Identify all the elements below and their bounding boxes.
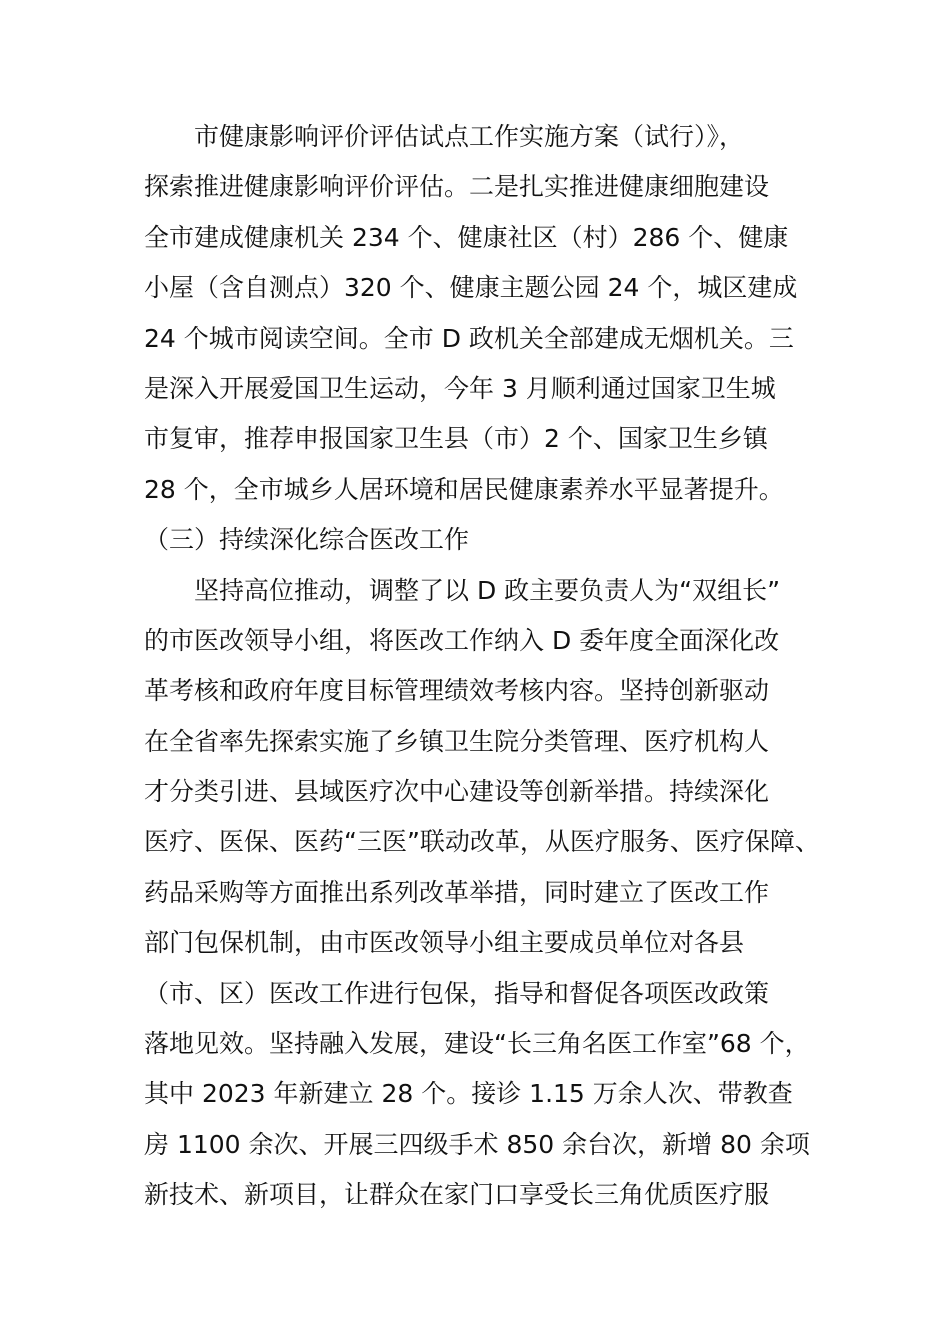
text-line: 在全省率先探索实施了乡镇卫生院分类管理、医疗机构人: [144, 726, 770, 756]
text-line: 部门包保机制，由市医改领导小组主要成员单位对各县: [144, 928, 745, 958]
text-line: 新技术、新项目，让群众在家门口享受长三角优质医疗服: [144, 1180, 770, 1210]
text-line: 房 1100 余次、开展三四级手术 850 余台次，新增 80 余项: [144, 1129, 810, 1159]
text-line: 24 个城市阅读空间。全市 D 政机关全部建成无烟机关。三: [144, 323, 794, 353]
text-line: 全市建成健康机关 234 个、健康社区（村）286 个、健康: [144, 222, 789, 252]
text-line: 革考核和政府年度目标管理绩效考核内容。坚持创新驱动: [144, 676, 770, 706]
text-line: 小屋（含自测点）320 个、健康主题公园 24 个，城区建成: [144, 273, 798, 303]
text-line: 是深入开展爱国卫生运动，今年 3 月顺利通过国家卫生城: [144, 373, 776, 403]
text-line: 其中 2023 年新建立 28 个。接诊 1.15 万余人次、带教查: [144, 1079, 793, 1109]
text-line: （市、区）医改工作进行包保，指导和督促各项医改政策: [144, 978, 770, 1008]
text-line: 药品采购等方面推出系列改革举措，同时建立了医改工作: [144, 877, 770, 907]
document-body: [144, 112, 834, 1221]
text-line: 才分类引进、县域医疗次中心建设等创新举措。持续深化: [144, 777, 770, 807]
text-line: 医疗、医保、医药“三医”联动改革，从医疗服务、医疗保障、: [144, 827, 820, 857]
text-line: 落地见效。坚持融入发展，建设“长三角名医工作室”68 个，: [144, 1029, 810, 1059]
text-line: 市健康影响评价评估试点工作实施方案（试行）》，: [194, 122, 745, 151]
text-line: 探索推进健康影响评价评估。二是扎实推进健康细胞建设: [144, 172, 770, 202]
text-line: 坚持高位推动，调整了以 D 政主要负责人为“双组长”: [194, 575, 781, 605]
section-heading: （三）持续深化综合医改工作: [144, 525, 470, 555]
text-line: 的市医改领导小组，将医改工作纳入 D 委年度全面深化改: [144, 625, 780, 655]
text-line: 28 个，全市城乡人居环境和居民健康素养水平显著提升。: [144, 474, 784, 504]
text-line: 市复审，推荐申报国家卫生县（市）2 个、国家卫生乡镇: [144, 424, 768, 454]
